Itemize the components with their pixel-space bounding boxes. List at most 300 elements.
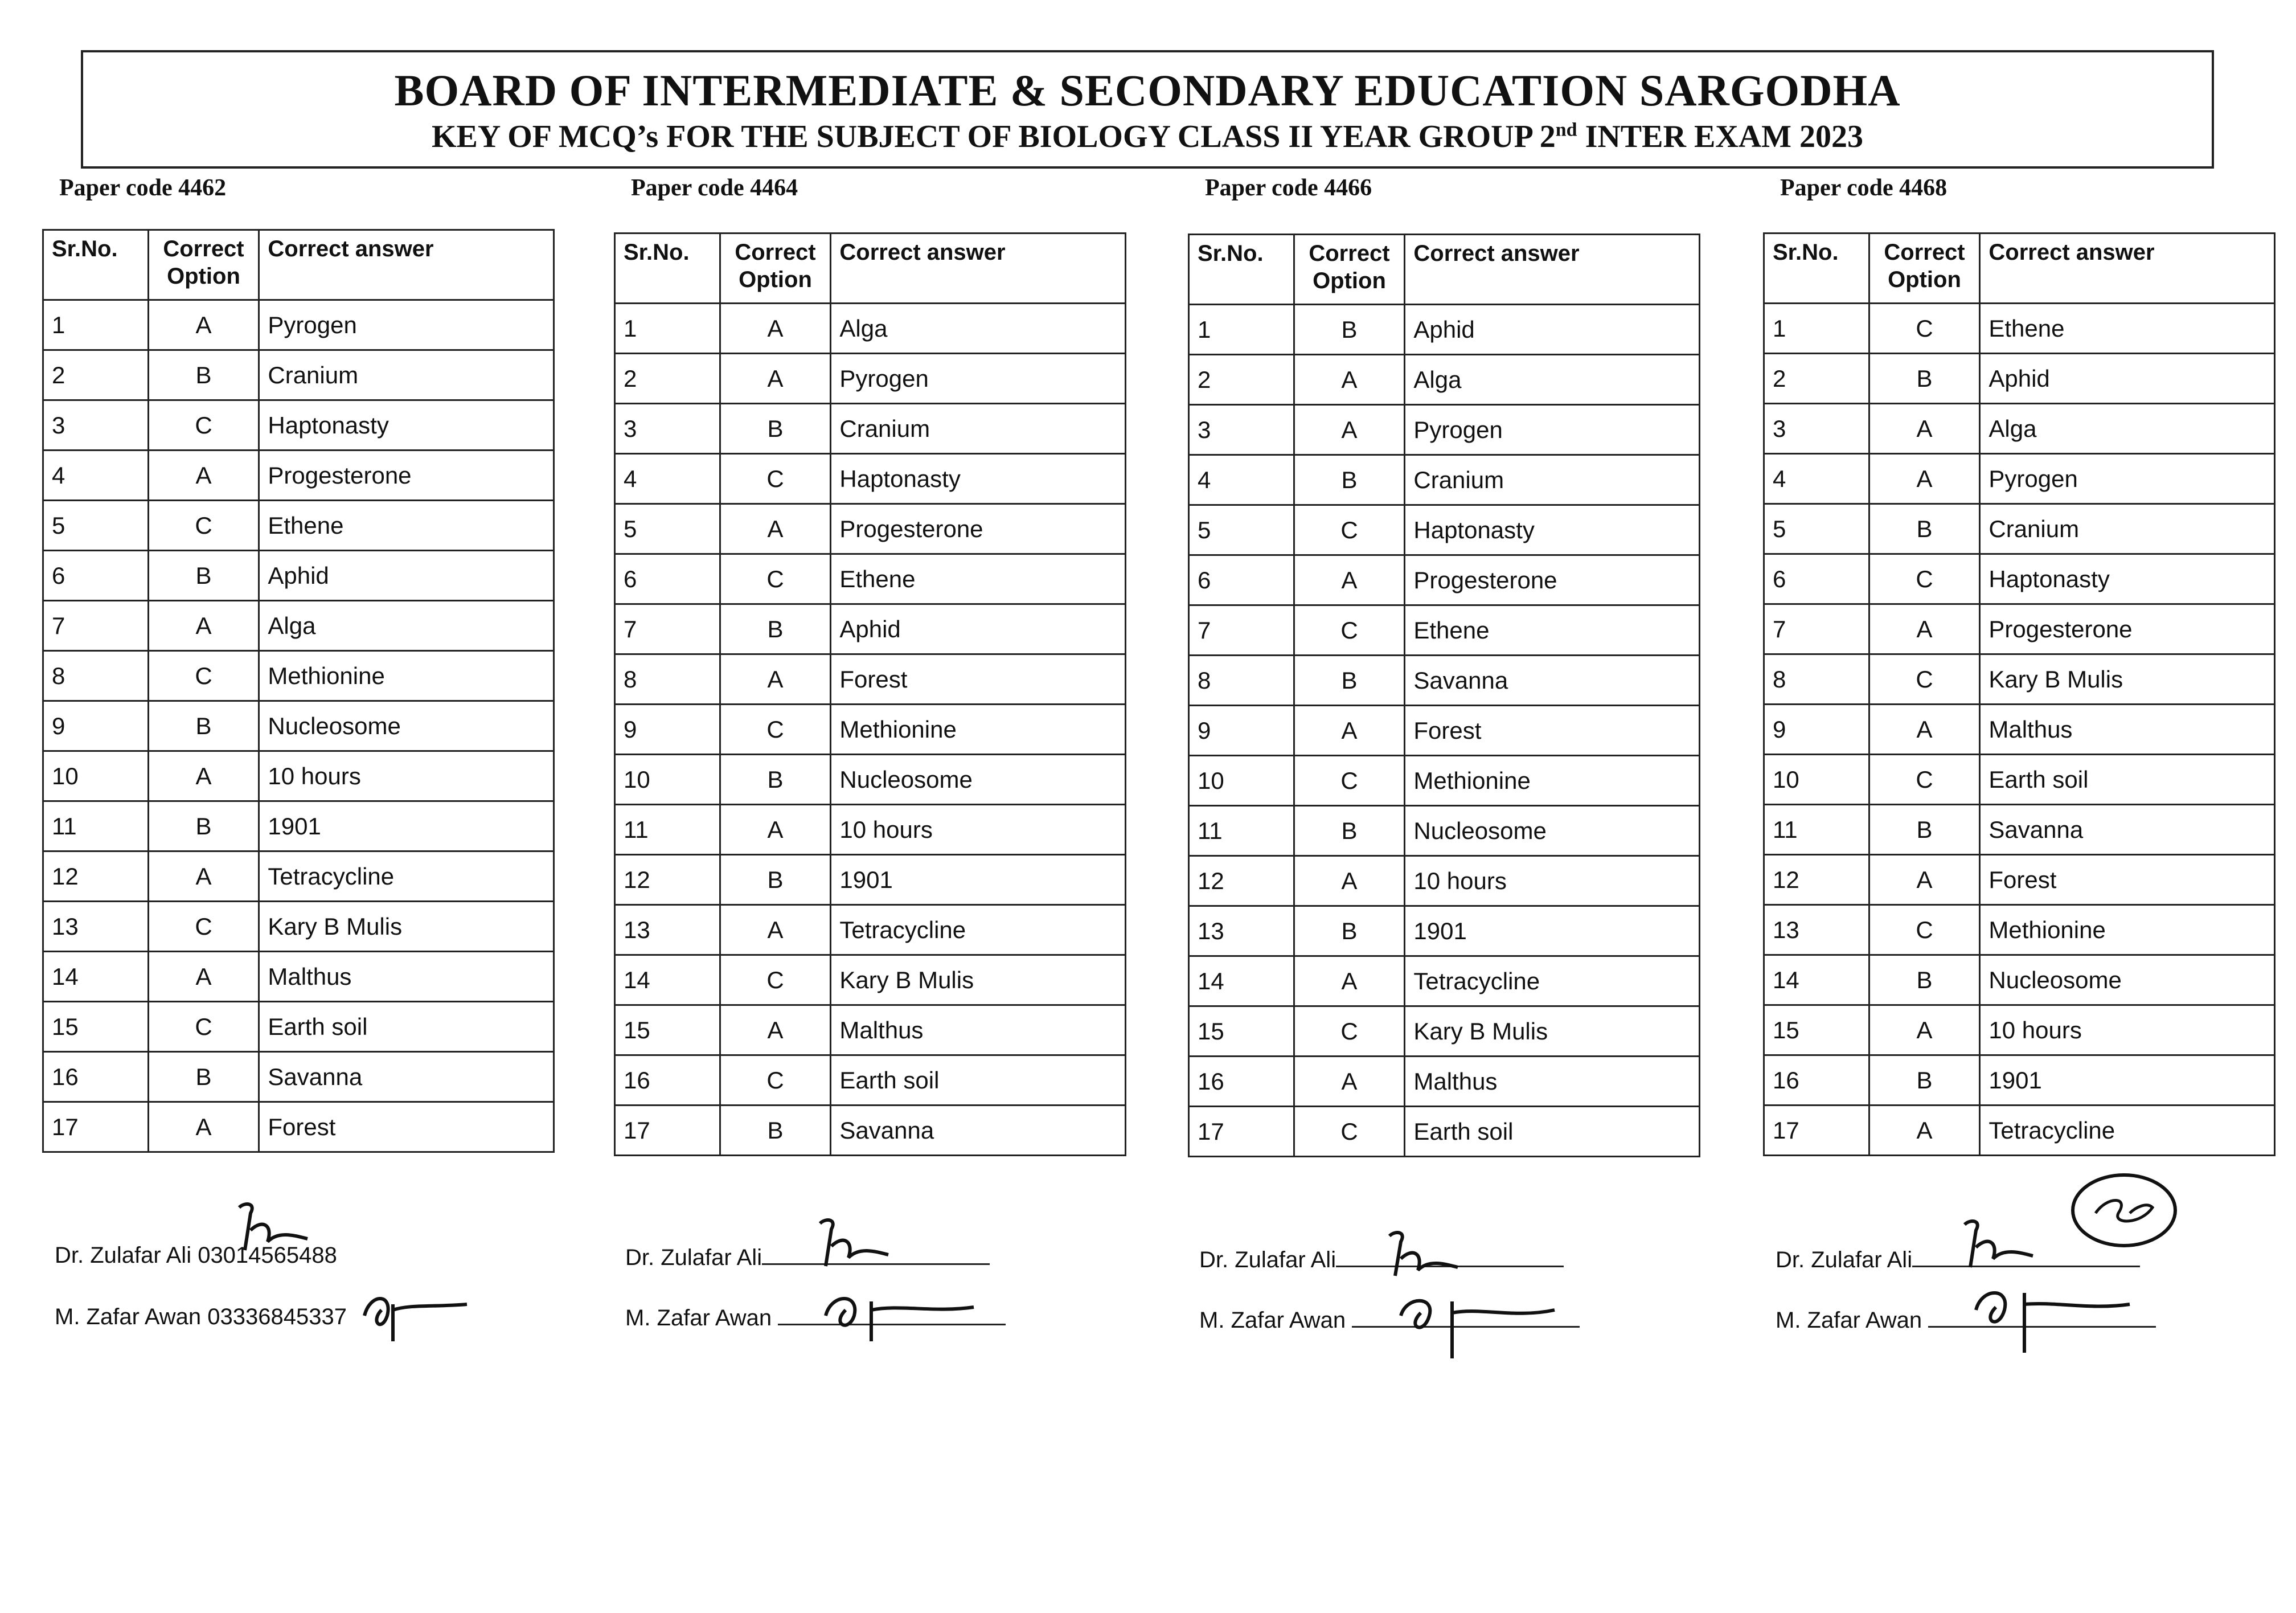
cell-correct-option: C [720, 454, 831, 504]
table-row [1764, 654, 2275, 705]
table-row [1764, 805, 2275, 855]
cell-correct-answer: Earth soil [1405, 1107, 1700, 1157]
cell-correct-answer: Forest [259, 1102, 554, 1152]
cell-correct-answer: Savanna [259, 1052, 554, 1102]
table-row [1764, 955, 2275, 1005]
handwritten-signature [1395, 1287, 1560, 1361]
signer-2-line [55, 1304, 347, 1330]
cell-sr-no: 13 [1189, 906, 1294, 956]
table-header-row [1764, 234, 2275, 304]
table-row [1764, 705, 2275, 755]
table-row [1189, 405, 1700, 455]
cell-correct-option: A [1294, 1057, 1405, 1107]
cell-correct-answer: Earth soil [831, 1055, 1126, 1106]
column-header-sr-no: Sr.No. [1764, 234, 1869, 304]
table-row [615, 654, 1126, 705]
table-row [1189, 956, 1700, 1006]
header-line: Correct [1309, 241, 1390, 266]
table-row [615, 805, 1126, 855]
table-row [615, 454, 1126, 504]
table-row [1189, 505, 1700, 555]
table-row [1764, 504, 2275, 554]
signer-1-text: Dr. Zulafar Ali 03014565488 [55, 1243, 337, 1268]
column-header-correct-option [720, 234, 831, 304]
cell-correct-option: A [1294, 956, 1405, 1006]
table-row [1189, 906, 1700, 956]
cell-correct-answer: Aphid [259, 551, 554, 601]
cell-sr-no: 5 [1189, 505, 1294, 555]
cell-correct-option: B [148, 801, 259, 851]
cell-correct-option: B [148, 350, 259, 400]
cell-sr-no: 12 [43, 851, 149, 902]
table-row [1189, 555, 1700, 605]
cell-correct-option: A [1294, 555, 1405, 605]
cell-correct-answer: Alga [831, 304, 1126, 354]
table-row [1189, 1107, 1700, 1157]
handwritten-signature [1378, 1225, 1469, 1282]
table-row [1764, 454, 2275, 504]
cell-sr-no: 16 [615, 1055, 720, 1106]
cell-sr-no: 14 [43, 952, 149, 1002]
cell-correct-answer: Kary B Mulis [1980, 654, 2275, 705]
cell-correct-option: A [148, 851, 259, 902]
table-row [43, 400, 554, 451]
cell-correct-option: A [720, 1005, 831, 1055]
cell-correct-option: C [1869, 554, 1980, 604]
cell-correct-option: C [720, 705, 831, 755]
table-row [1189, 1006, 1700, 1057]
cell-correct-answer: Progesterone [1405, 555, 1700, 605]
cell-sr-no: 12 [615, 855, 720, 905]
cell-correct-option: C [148, 400, 259, 451]
cell-sr-no: 3 [1764, 404, 1869, 454]
cell-correct-option: A [1869, 705, 1980, 755]
cell-correct-answer: Haptonasty [831, 454, 1126, 504]
table-row [615, 705, 1126, 755]
cell-sr-no: 9 [43, 701, 149, 751]
cell-sr-no: 6 [615, 554, 720, 604]
cell-correct-answer: Kary B Mulis [831, 955, 1126, 1005]
cell-correct-answer: Cranium [1980, 504, 2275, 554]
cell-correct-option: B [720, 604, 831, 654]
handwritten-signature [228, 1196, 319, 1259]
paper-code: Paper code 4462 [59, 175, 227, 201]
cell-sr-no: 13 [43, 902, 149, 952]
cell-correct-answer: Ethene [1405, 605, 1700, 656]
cell-sr-no: 10 [43, 751, 149, 801]
cell-correct-option: B [1294, 906, 1405, 956]
cell-sr-no: 5 [1764, 504, 1869, 554]
table-row [43, 300, 554, 350]
cell-correct-answer: Kary B Mulis [259, 902, 554, 952]
table-row [43, 651, 554, 701]
table-row [1189, 706, 1700, 756]
table-row [1189, 1057, 1700, 1107]
cell-correct-answer: Nucleosome [259, 701, 554, 751]
cell-sr-no: 6 [43, 551, 149, 601]
cell-correct-option: B [1869, 354, 1980, 404]
cell-correct-answer: Nucleosome [831, 755, 1126, 805]
cell-correct-answer: Methionine [831, 705, 1126, 755]
cell-correct-answer: Malthus [831, 1005, 1126, 1055]
cell-correct-option: A [1294, 856, 1405, 906]
answer-key-table [1763, 232, 2276, 1156]
cell-sr-no: 11 [615, 805, 720, 855]
table-row [1189, 355, 1700, 405]
cell-sr-no: 7 [615, 604, 720, 654]
cell-correct-option: A [720, 654, 831, 705]
cell-sr-no: 4 [43, 451, 149, 501]
cell-correct-answer: 1901 [259, 801, 554, 851]
cell-sr-no: 6 [1189, 555, 1294, 605]
cell-correct-answer: 10 hours [259, 751, 554, 801]
cell-correct-answer: 10 hours [831, 805, 1126, 855]
table-row [43, 601, 554, 651]
signer-1-text: Dr. Zulafar Ali [1776, 1247, 1913, 1272]
cell-sr-no: 6 [1764, 554, 1869, 604]
cell-sr-no: 1 [1189, 305, 1294, 355]
cell-sr-no: 5 [615, 504, 720, 554]
cell-correct-answer: Nucleosome [1980, 955, 2275, 1005]
table-row [1189, 305, 1700, 355]
cell-sr-no: 1 [1764, 304, 1869, 354]
cell-sr-no: 4 [1189, 455, 1294, 505]
paper-code: Paper code 4468 [1780, 175, 1948, 201]
cell-correct-option: A [148, 952, 259, 1002]
cell-sr-no: 9 [1764, 705, 1869, 755]
cell-correct-answer: Ethene [259, 501, 554, 551]
cell-correct-answer: Kary B Mulis [1405, 1006, 1700, 1057]
cell-correct-option: B [148, 1052, 259, 1102]
table-row [43, 902, 554, 952]
cell-correct-answer: Methionine [1405, 756, 1700, 806]
subtitle-tail: INTER EXAM 2023 [1577, 119, 1864, 154]
cell-correct-option: B [1294, 305, 1405, 355]
cell-correct-answer: Methionine [1980, 905, 2275, 955]
cell-correct-answer: Alga [1980, 404, 2275, 454]
table-row [43, 1052, 554, 1102]
cell-correct-option: A [148, 451, 259, 501]
signer-2-text: M. Zafar Awan [1776, 1308, 1922, 1333]
cell-correct-option: C [1869, 654, 1980, 705]
cell-correct-answer: Aphid [1980, 354, 2275, 404]
cell-correct-answer: Tetracycline [259, 851, 554, 902]
signer-2-text: M. Zafar Awan 03336845337 [55, 1304, 347, 1329]
table-row [1764, 554, 2275, 604]
cell-correct-answer: Alga [259, 601, 554, 651]
cell-correct-option: A [720, 304, 831, 354]
cell-correct-answer: Pyrogen [831, 354, 1126, 404]
column-header-correct-option [1869, 234, 1980, 304]
cell-correct-option: A [1294, 405, 1405, 455]
cell-correct-option: B [1869, 504, 1980, 554]
cell-correct-option: B [1294, 806, 1405, 856]
cell-correct-option: A [720, 805, 831, 855]
cell-correct-option: B [1869, 805, 1980, 855]
cell-sr-no: 2 [615, 354, 720, 404]
cell-correct-option: A [1294, 706, 1405, 756]
cell-correct-answer: 10 hours [1405, 856, 1700, 906]
cell-sr-no: 13 [615, 905, 720, 955]
cell-sr-no: 17 [615, 1106, 720, 1156]
cell-correct-option: A [1294, 355, 1405, 405]
subtitle-superscript: nd [1555, 119, 1577, 141]
header-line: Option [739, 267, 812, 292]
cell-correct-option: A [720, 905, 831, 955]
column-header-correct-answer: Correct answer [259, 230, 554, 300]
handwritten-signature [359, 1282, 473, 1344]
table-row [43, 501, 554, 551]
cell-correct-option: A [1869, 404, 1980, 454]
cell-correct-option: B [1294, 455, 1405, 505]
cell-correct-answer: Haptonasty [1405, 505, 1700, 555]
paper-code: Paper code 4464 [631, 175, 798, 201]
cell-correct-answer: Cranium [259, 350, 554, 400]
table-header-row [1189, 235, 1700, 305]
column-header-correct-option [1294, 235, 1405, 305]
table-row [1764, 1005, 2275, 1055]
cell-correct-option: C [1869, 905, 1980, 955]
cell-correct-option: C [1294, 605, 1405, 656]
cell-correct-option: C [1294, 756, 1405, 806]
cell-correct-answer: Progesterone [831, 504, 1126, 554]
cell-correct-option: B [720, 755, 831, 805]
cell-correct-answer: Aphid [831, 604, 1126, 654]
cell-correct-answer: Pyrogen [1405, 405, 1700, 455]
column-header-correct-answer: Correct answer [1980, 234, 2275, 304]
header-line: Option [1313, 268, 1386, 293]
handwritten-signature [1953, 1213, 2044, 1276]
cell-sr-no: 16 [1189, 1057, 1294, 1107]
table-row [1764, 304, 2275, 354]
handwritten-signature [809, 1212, 900, 1275]
cell-sr-no: 3 [1189, 405, 1294, 455]
column-header-sr-no: Sr.No. [615, 234, 720, 304]
cell-correct-option: A [1869, 1005, 1980, 1055]
cell-correct-option: A [1869, 454, 1980, 504]
cell-sr-no: 15 [1764, 1005, 1869, 1055]
signer-2-text: M. Zafar Awan [1199, 1308, 1346, 1333]
cell-sr-no: 14 [1189, 956, 1294, 1006]
cell-correct-answer: Progesterone [259, 451, 554, 501]
table-row [43, 751, 554, 801]
table-header-row [43, 230, 554, 300]
paper-code: Paper code 4466 [1205, 175, 1372, 201]
table-row [615, 604, 1126, 654]
answer-key-table [614, 232, 1126, 1156]
column-header-sr-no: Sr.No. [43, 230, 149, 300]
table-row [43, 1002, 554, 1052]
cell-correct-option: A [1869, 1106, 1980, 1156]
cell-correct-answer: Forest [1980, 855, 2275, 905]
table-row [43, 1102, 554, 1152]
table-row [615, 1005, 1126, 1055]
cell-sr-no: 11 [43, 801, 149, 851]
paper-block [1763, 0, 2296, 1367]
cell-correct-option: B [720, 1106, 831, 1156]
cell-sr-no: 7 [43, 601, 149, 651]
table-row [1189, 455, 1700, 505]
cell-correct-answer: Forest [1405, 706, 1700, 756]
cell-correct-option: A [148, 1102, 259, 1152]
cell-sr-no: 15 [43, 1002, 149, 1052]
cell-correct-answer: Pyrogen [1980, 454, 2275, 504]
paper-block [42, 0, 577, 1367]
cell-sr-no: 8 [615, 654, 720, 705]
cell-sr-no: 8 [1189, 656, 1294, 706]
cell-correct-option: C [720, 955, 831, 1005]
column-header-sr-no: Sr.No. [1189, 235, 1294, 305]
table-row [43, 451, 554, 501]
cell-correct-option: C [1294, 1107, 1405, 1157]
cell-correct-answer: Methionine [259, 651, 554, 701]
cell-sr-no: 5 [43, 501, 149, 551]
cell-correct-option: C [1869, 755, 1980, 805]
column-header-correct-answer: Correct answer [831, 234, 1126, 304]
table-row [615, 504, 1126, 554]
handwritten-signature [820, 1282, 979, 1344]
cell-sr-no: 15 [1189, 1006, 1294, 1057]
cell-correct-option: A [148, 300, 259, 350]
subtitle-main: KEY OF MCQ’s FOR THE SUBJECT OF BIOLOGY CLASS II YEAR GROUP 2 [431, 119, 1556, 154]
cell-correct-option: B [1869, 955, 1980, 1005]
circular-initial-stamp [2067, 1168, 2181, 1253]
cell-sr-no: 10 [1764, 755, 1869, 805]
cell-sr-no: 13 [1764, 905, 1869, 955]
table-row [615, 855, 1126, 905]
cell-correct-answer: Cranium [831, 404, 1126, 454]
cell-sr-no: 14 [1764, 955, 1869, 1005]
cell-correct-answer: 10 hours [1980, 1005, 2275, 1055]
board-title: BOARD OF INTERMEDIATE & SECONDARY EDUCATION SARGODHA [394, 65, 1901, 115]
table-row [1764, 905, 2275, 955]
table-row [1764, 604, 2275, 654]
cell-correct-answer: Malthus [1405, 1057, 1700, 1107]
cell-sr-no: 10 [1189, 756, 1294, 806]
column-header-correct-option [148, 230, 259, 300]
cell-sr-no: 3 [615, 404, 720, 454]
cell-sr-no: 15 [615, 1005, 720, 1055]
cell-correct-answer: Pyrogen [259, 300, 554, 350]
cell-correct-answer: Ethene [1980, 304, 2275, 354]
cell-correct-option: B [720, 404, 831, 454]
header-line: Correct [1884, 240, 1965, 265]
cell-correct-answer: Tetracycline [1980, 1106, 2275, 1156]
cell-correct-option: C [148, 651, 259, 701]
cell-correct-answer: Savanna [1405, 656, 1700, 706]
cell-correct-answer: Ethene [831, 554, 1126, 604]
answer-key-table [1188, 234, 1700, 1157]
header-line: Option [1888, 267, 1961, 292]
cell-correct-option: C [1869, 304, 1980, 354]
cell-correct-option: C [148, 1002, 259, 1052]
paper-block [1188, 0, 1723, 1367]
cell-correct-option: B [148, 551, 259, 601]
answer-key-table [42, 229, 555, 1153]
cell-correct-answer: Progesterone [1980, 604, 2275, 654]
cell-correct-option: C [720, 554, 831, 604]
cell-sr-no: 10 [615, 755, 720, 805]
cell-sr-no: 16 [43, 1052, 149, 1102]
cell-correct-answer: Haptonasty [259, 400, 554, 451]
table-row [615, 905, 1126, 955]
cell-correct-option: C [148, 902, 259, 952]
table-header-row [615, 234, 1126, 304]
cell-correct-option: B [148, 701, 259, 751]
signer-1-text: Dr. Zulafar Ali [1199, 1247, 1336, 1272]
table-row [43, 701, 554, 751]
table-row [615, 1106, 1126, 1156]
table-row [615, 304, 1126, 354]
cell-correct-answer: Tetracycline [1405, 956, 1700, 1006]
cell-correct-answer: 1901 [831, 855, 1126, 905]
cell-sr-no: 11 [1764, 805, 1869, 855]
cell-correct-answer: Tetracycline [831, 905, 1126, 955]
cell-sr-no: 1 [615, 304, 720, 354]
table-row [615, 404, 1126, 454]
header-line: Correct [735, 240, 816, 265]
cell-sr-no: 1 [43, 300, 149, 350]
cell-correct-option: A [1869, 855, 1980, 905]
cell-sr-no: 17 [1764, 1106, 1869, 1156]
cell-correct-option: A [720, 354, 831, 404]
cell-sr-no: 2 [43, 350, 149, 400]
cell-sr-no: 2 [1189, 355, 1294, 405]
cell-correct-option: B [1294, 656, 1405, 706]
cell-correct-option: A [720, 504, 831, 554]
signer-1-text: Dr. Zulafar Ali [625, 1245, 762, 1270]
header-line: Correct [163, 236, 244, 261]
table-row [1764, 855, 2275, 905]
cell-correct-option: C [1294, 1006, 1405, 1057]
cell-correct-option: B [1869, 1055, 1980, 1106]
table-row [1764, 755, 2275, 805]
cell-sr-no: 8 [43, 651, 149, 701]
cell-sr-no: 12 [1764, 855, 1869, 905]
table-row [1764, 354, 2275, 404]
table-row [1189, 656, 1700, 706]
table-row [43, 350, 554, 400]
cell-correct-answer: Earth soil [1980, 755, 2275, 805]
table-row [615, 955, 1126, 1005]
cell-correct-option: A [148, 751, 259, 801]
cell-correct-answer: Aphid [1405, 305, 1700, 355]
cell-correct-option: C [148, 501, 259, 551]
cell-correct-answer: Malthus [1980, 705, 2275, 755]
cell-sr-no: 2 [1764, 354, 1869, 404]
paper-block [614, 0, 1149, 1367]
cell-sr-no: 11 [1189, 806, 1294, 856]
cell-sr-no: 3 [43, 400, 149, 451]
cell-sr-no: 12 [1189, 856, 1294, 906]
cell-sr-no: 9 [615, 705, 720, 755]
table-row [1764, 1055, 2275, 1106]
cell-sr-no: 4 [1764, 454, 1869, 504]
cell-correct-answer: Savanna [1980, 805, 2275, 855]
table-row [43, 801, 554, 851]
handwritten-signature [1970, 1276, 2135, 1356]
cell-correct-answer: 1901 [1405, 906, 1700, 956]
cell-sr-no: 14 [615, 955, 720, 1005]
table-row [1764, 404, 2275, 454]
cell-correct-option: C [1294, 505, 1405, 555]
cell-correct-option: B [720, 855, 831, 905]
table-row [615, 1055, 1126, 1106]
table-row [43, 551, 554, 601]
cell-correct-answer: Haptonasty [1980, 554, 2275, 604]
cell-correct-answer: Forest [831, 654, 1126, 705]
cell-sr-no: 7 [1764, 604, 1869, 654]
